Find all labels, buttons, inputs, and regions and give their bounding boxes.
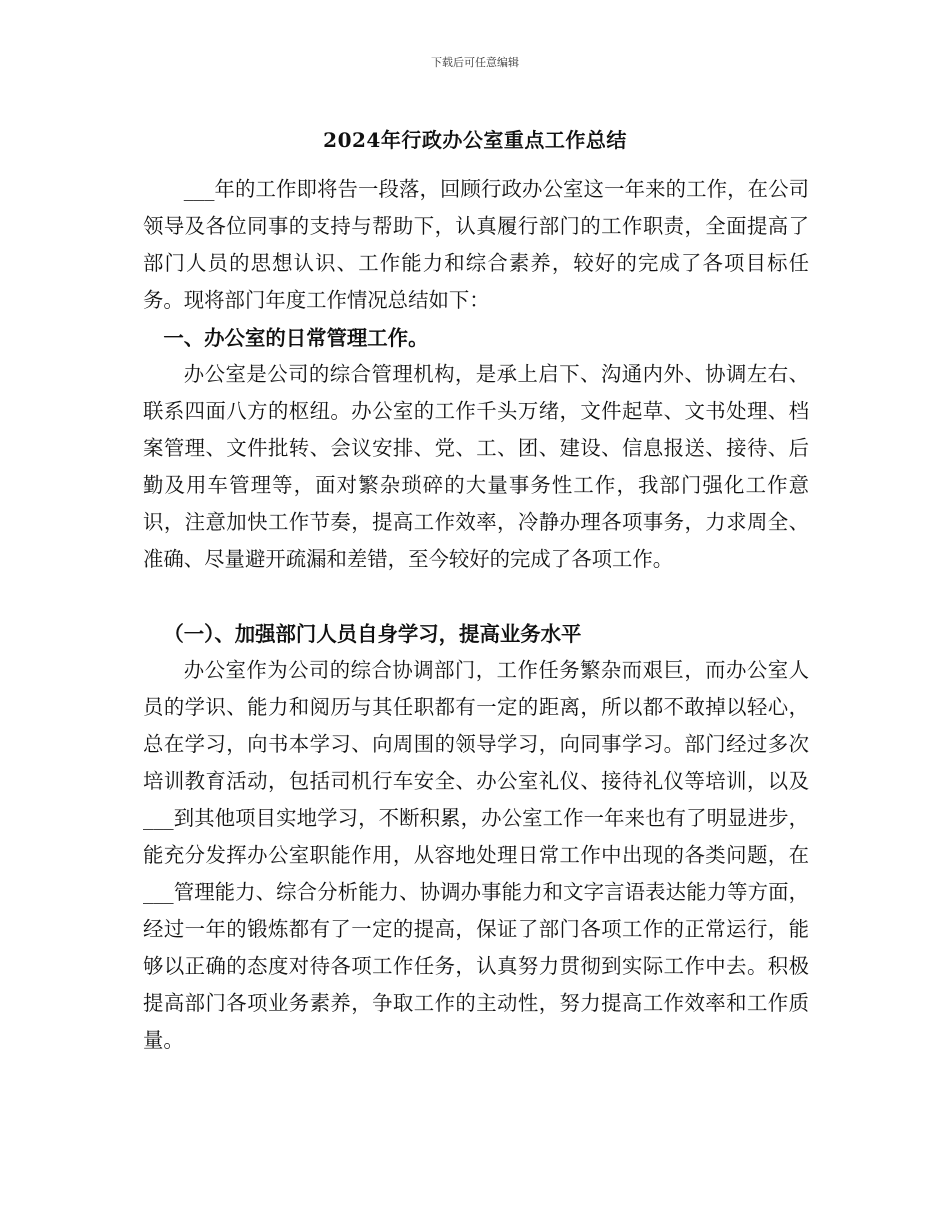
document-title: 2024年行政办公室重点工作总结 (323, 128, 627, 152)
intro-section (143, 171, 809, 319)
subsection1-body-block (143, 652, 809, 1059)
header-note: 下载后可任意编辑 (431, 56, 519, 69)
section1-heading: 一、办公室的日常管理工作。 (163, 326, 429, 350)
subsection1-paragraph: 办公室作为公司的综合协调部门，工作任务繁杂而艰巨，而办公室人员的学识、能力和阅历与其任职都有一定的距离，所以都不敢掉以轻心，总在学习，向书本学习、向周围的领导学习，向同事学习。部门经过多次培训教育活动，包括司机行车安全、办公室礼仪、接待礼仪等培训，以及___到其他项目实地学习，不断积累，办公室工作一年来也有了明显进步，能充分发挥办公室职能作用，从容地处理日常工作中出现的各类问题，在___管理能力、综合分析能力、协调办事能力和文字言语表达能力等方面，经过一年的锻炼都有了一定的提高，保证了部门各项工作的正常运行，能够以正确的态度对待各项工作任务，认真努力贯彻到实际工作中去。积极提高部门各项业务素养，争取工作的主动性，努力提高工作效率和工作质量。 (143, 658, 809, 1052)
section1-body-block (143, 356, 809, 578)
subsection1-heading-block (143, 616, 809, 653)
subsection1-heading: （一）、加强部门人员自身学习，提高业务水平 (163, 622, 582, 646)
section1-heading-block (143, 320, 809, 357)
intro-paragraph: ___年的工作即将告一段落，回顾行政办公室这一年来的工作，在公司领导及各位同事的支持与帮助下，认真履行部门的工作职责，全面提高了部门人员的思想认识、工作能力和综合素养，较好的完成了各项目标任务。现将部门年度工作情况总结如下： (143, 177, 809, 312)
section1-paragraph: 办公室是公司的综合管理机构，是承上启下、沟通内外、协调左右、联系四面八方的枢纽。办公室的工作千头万绪，文件起草、文书处理、档案管理、文件批转、会议安排、党、工、团、建设、信息报送、接待、后勤及用车管理等，面对繁杂琐碎的大量事务性工作，我部门强化工作意识，注意加快工作节奏，提高工作效率，冷静办理各项事务，力求周全、准确、尽量避开疏漏和差错，至今较好的完成了各项工作。 (143, 362, 809, 571)
